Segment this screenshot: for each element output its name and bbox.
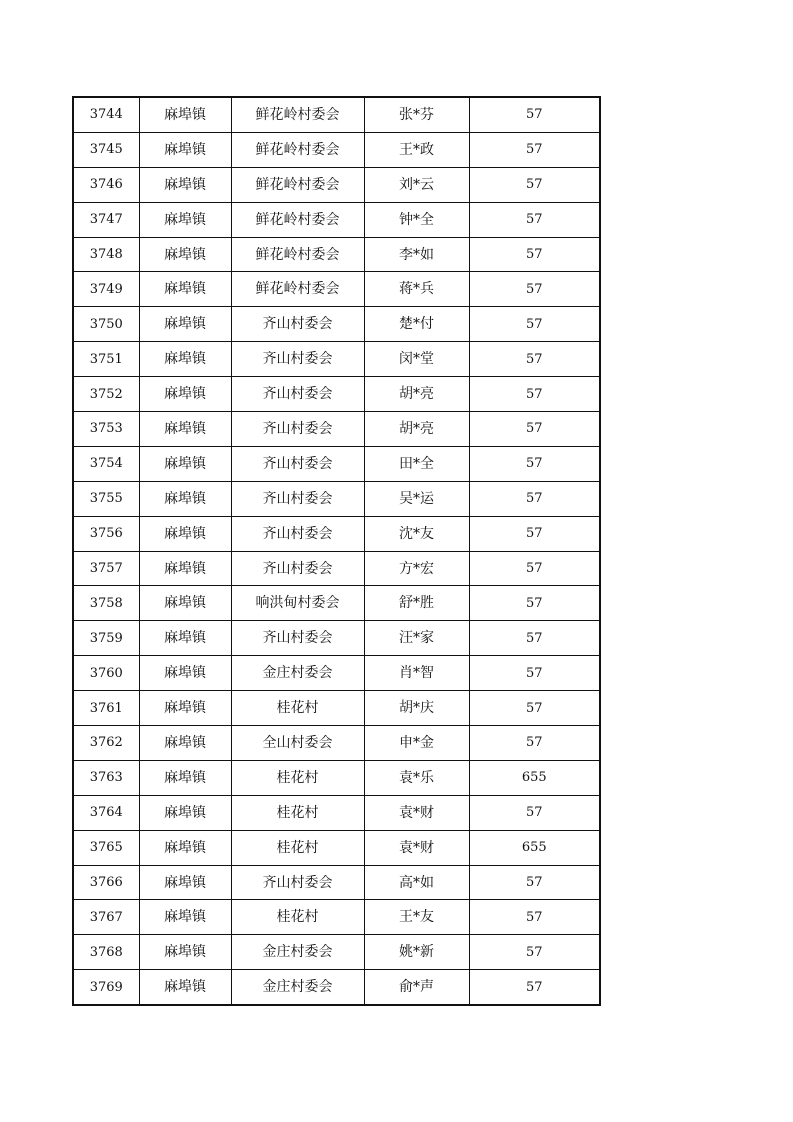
town-cell: 麻埠镇	[139, 516, 231, 551]
village-cell: 鲜花岭村委会	[231, 167, 364, 202]
name-cell: 王*友	[364, 900, 469, 935]
name-cell: 方*宏	[364, 551, 469, 586]
village-cell: 鲜花岭村委会	[231, 237, 364, 272]
amount-cell: 57	[469, 342, 600, 377]
amount-cell: 57	[469, 132, 600, 167]
town-cell: 麻埠镇	[139, 935, 231, 970]
name-cell: 蒋*兵	[364, 272, 469, 307]
row-number-cell: 3755	[73, 481, 139, 516]
records-table	[72, 96, 601, 1006]
amount-cell: 57	[469, 551, 600, 586]
row-number-cell: 3748	[73, 237, 139, 272]
amount-cell: 57	[469, 970, 600, 1005]
table-row	[73, 551, 600, 586]
town-cell: 麻埠镇	[139, 481, 231, 516]
amount-cell: 57	[469, 167, 600, 202]
row-number-cell: 3745	[73, 132, 139, 167]
village-cell: 齐山村委会	[231, 446, 364, 481]
amount-cell: 57	[469, 202, 600, 237]
row-number-cell: 3768	[73, 935, 139, 970]
village-cell: 桂花村	[231, 760, 364, 795]
table-row	[73, 377, 600, 412]
amount-cell: 57	[469, 412, 600, 447]
row-number-cell: 3744	[73, 97, 139, 132]
name-cell: 肖*智	[364, 656, 469, 691]
amount-cell: 57	[469, 656, 600, 691]
name-cell: 李*如	[364, 237, 469, 272]
name-cell: 张*芬	[364, 97, 469, 132]
row-number-cell: 3765	[73, 830, 139, 865]
village-cell: 桂花村	[231, 830, 364, 865]
village-cell: 鲜花岭村委会	[231, 272, 364, 307]
town-cell: 麻埠镇	[139, 446, 231, 481]
table-row	[73, 516, 600, 551]
village-cell: 金庄村委会	[231, 970, 364, 1005]
row-number-cell: 3757	[73, 551, 139, 586]
village-cell: 全山村委会	[231, 726, 364, 761]
village-cell: 金庄村委会	[231, 656, 364, 691]
name-cell: 钟*全	[364, 202, 469, 237]
name-cell: 袁*财	[364, 795, 469, 830]
amount-cell: 655	[469, 830, 600, 865]
name-cell: 王*政	[364, 132, 469, 167]
amount-cell: 57	[469, 97, 600, 132]
town-cell: 麻埠镇	[139, 760, 231, 795]
village-cell: 鲜花岭村委会	[231, 132, 364, 167]
row-number-cell: 3752	[73, 377, 139, 412]
town-cell: 麻埠镇	[139, 551, 231, 586]
amount-cell: 57	[469, 691, 600, 726]
village-cell: 响洪甸村委会	[231, 586, 364, 621]
amount-cell: 57	[469, 586, 600, 621]
row-number-cell: 3761	[73, 691, 139, 726]
table-row	[73, 830, 600, 865]
row-number-cell: 3763	[73, 760, 139, 795]
table-row	[73, 167, 600, 202]
village-cell: 齐山村委会	[231, 621, 364, 656]
town-cell: 麻埠镇	[139, 621, 231, 656]
town-cell: 麻埠镇	[139, 900, 231, 935]
village-cell: 齐山村委会	[231, 307, 364, 342]
town-cell: 麻埠镇	[139, 795, 231, 830]
amount-cell: 57	[469, 865, 600, 900]
table-row	[73, 656, 600, 691]
row-number-cell: 3760	[73, 656, 139, 691]
table-row	[73, 970, 600, 1005]
table-row	[73, 900, 600, 935]
town-cell: 麻埠镇	[139, 865, 231, 900]
table-row	[73, 726, 600, 761]
table-row	[73, 621, 600, 656]
town-cell: 麻埠镇	[139, 726, 231, 761]
name-cell: 舒*胜	[364, 586, 469, 621]
town-cell: 麻埠镇	[139, 342, 231, 377]
amount-cell: 57	[469, 272, 600, 307]
row-number-cell: 3753	[73, 412, 139, 447]
amount-cell: 655	[469, 760, 600, 795]
town-cell: 麻埠镇	[139, 237, 231, 272]
row-number-cell: 3754	[73, 446, 139, 481]
row-number-cell: 3751	[73, 342, 139, 377]
village-cell: 桂花村	[231, 795, 364, 830]
name-cell: 胡*亮	[364, 412, 469, 447]
village-cell: 齐山村委会	[231, 481, 364, 516]
village-cell: 金庄村委会	[231, 935, 364, 970]
name-cell: 吴*运	[364, 481, 469, 516]
row-number-cell: 3758	[73, 586, 139, 621]
name-cell: 俞*声	[364, 970, 469, 1005]
town-cell: 麻埠镇	[139, 202, 231, 237]
town-cell: 麻埠镇	[139, 167, 231, 202]
table-row	[73, 865, 600, 900]
table-row	[73, 272, 600, 307]
name-cell: 闵*堂	[364, 342, 469, 377]
table-row	[73, 202, 600, 237]
name-cell: 胡*亮	[364, 377, 469, 412]
table-row	[73, 935, 600, 970]
row-number-cell: 3762	[73, 726, 139, 761]
town-cell: 麻埠镇	[139, 586, 231, 621]
row-number-cell: 3746	[73, 167, 139, 202]
name-cell: 高*如	[364, 865, 469, 900]
town-cell: 麻埠镇	[139, 691, 231, 726]
town-cell: 麻埠镇	[139, 830, 231, 865]
name-cell: 汪*家	[364, 621, 469, 656]
name-cell: 刘*云	[364, 167, 469, 202]
table-row	[73, 446, 600, 481]
row-number-cell: 3764	[73, 795, 139, 830]
village-cell: 桂花村	[231, 691, 364, 726]
table-row	[73, 412, 600, 447]
row-number-cell: 3766	[73, 865, 139, 900]
town-cell: 麻埠镇	[139, 272, 231, 307]
name-cell: 袁*财	[364, 830, 469, 865]
town-cell: 麻埠镇	[139, 132, 231, 167]
row-number-cell: 3747	[73, 202, 139, 237]
village-cell: 齐山村委会	[231, 865, 364, 900]
table-row	[73, 691, 600, 726]
town-cell: 麻埠镇	[139, 412, 231, 447]
table-row	[73, 342, 600, 377]
row-number-cell: 3750	[73, 307, 139, 342]
amount-cell: 57	[469, 481, 600, 516]
village-cell: 齐山村委会	[231, 551, 364, 586]
table-row	[73, 307, 600, 342]
name-cell: 楚*付	[364, 307, 469, 342]
town-cell: 麻埠镇	[139, 307, 231, 342]
name-cell: 田*全	[364, 446, 469, 481]
table-row	[73, 481, 600, 516]
table-row	[73, 237, 600, 272]
village-cell: 齐山村委会	[231, 412, 364, 447]
amount-cell: 57	[469, 621, 600, 656]
amount-cell: 57	[469, 900, 600, 935]
amount-cell: 57	[469, 935, 600, 970]
village-cell: 鲜花岭村委会	[231, 202, 364, 237]
amount-cell: 57	[469, 307, 600, 342]
name-cell: 袁*乐	[364, 760, 469, 795]
row-number-cell: 3767	[73, 900, 139, 935]
town-cell: 麻埠镇	[139, 377, 231, 412]
table-row	[73, 760, 600, 795]
amount-cell: 57	[469, 377, 600, 412]
row-number-cell: 3759	[73, 621, 139, 656]
village-cell: 鲜花岭村委会	[231, 97, 364, 132]
town-cell: 麻埠镇	[139, 656, 231, 691]
village-cell: 齐山村委会	[231, 342, 364, 377]
village-cell: 齐山村委会	[231, 516, 364, 551]
records-table-body	[73, 97, 600, 1005]
table-row	[73, 132, 600, 167]
name-cell: 胡*庆	[364, 691, 469, 726]
row-number-cell: 3756	[73, 516, 139, 551]
amount-cell: 57	[469, 446, 600, 481]
name-cell: 沈*友	[364, 516, 469, 551]
name-cell: 申*金	[364, 726, 469, 761]
name-cell: 姚*新	[364, 935, 469, 970]
amount-cell: 57	[469, 237, 600, 272]
row-number-cell: 3749	[73, 272, 139, 307]
table-row	[73, 97, 600, 132]
village-cell: 桂花村	[231, 900, 364, 935]
town-cell: 麻埠镇	[139, 970, 231, 1005]
amount-cell: 57	[469, 516, 600, 551]
amount-cell: 57	[469, 795, 600, 830]
amount-cell: 57	[469, 726, 600, 761]
table-row	[73, 795, 600, 830]
town-cell: 麻埠镇	[139, 97, 231, 132]
row-number-cell: 3769	[73, 970, 139, 1005]
village-cell: 齐山村委会	[231, 377, 364, 412]
table-row	[73, 586, 600, 621]
